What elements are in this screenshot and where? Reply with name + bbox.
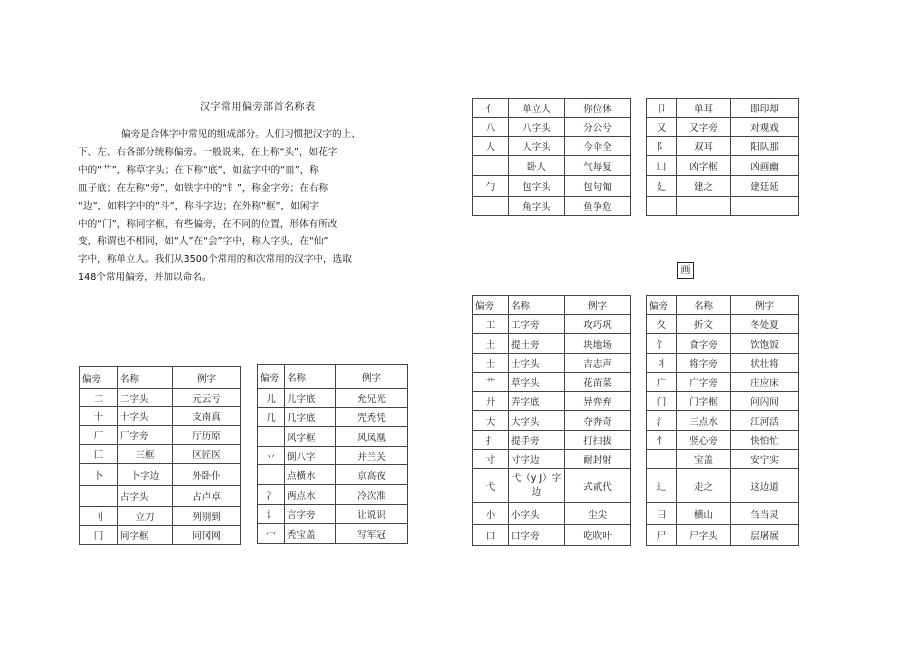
example-cell: 厅历原 (173, 426, 241, 445)
example-cell: 区匠医 (173, 445, 241, 464)
name-cell: 口字旁 (509, 525, 565, 546)
table-row (647, 315, 799, 334)
radical-table-5 (472, 295, 631, 546)
table-row (647, 99, 799, 118)
example-cell: 状壮将 (731, 354, 799, 373)
radical-cell: 阝 (647, 137, 677, 156)
name-cell: 同字框 (118, 526, 173, 545)
example-cell: 冷次准 (336, 485, 408, 505)
name-cell: 单耳 (677, 99, 731, 118)
example-cell: 阳队那 (731, 137, 799, 156)
radical-cell (473, 156, 509, 176)
table-header-row (258, 365, 408, 389)
table-row (647, 431, 799, 450)
example-cell: 安宁实 (731, 450, 799, 469)
table-row (473, 197, 631, 216)
radical-cell: 刂 (80, 507, 118, 526)
intro-line: 中的“艹”，称草字头；在下称“底”，如盆字中的“皿”，称 (78, 164, 319, 176)
example-cell: 风凤凰 (336, 427, 408, 447)
name-cell: 走之 (677, 469, 731, 503)
example-cell: 打扫拔 (565, 431, 631, 450)
header-cell: 例字 (336, 365, 408, 389)
radical-cell (647, 450, 677, 469)
radical-cell: 氵 (647, 411, 677, 431)
header-cell: 偏旁 (258, 365, 285, 389)
radical-cell (647, 197, 677, 216)
example-cell: 元云亏 (173, 389, 241, 407)
table-row (473, 334, 631, 354)
radical-cell: 辶 (647, 469, 677, 503)
radical-table-4 (646, 98, 799, 216)
name-cell: 点横水 (285, 465, 336, 485)
name-cell: 单立人 (509, 99, 565, 118)
radical-cell: 十 (80, 407, 118, 426)
radical-cell: 二 (80, 389, 118, 407)
name-cell: 卜字边 (118, 464, 173, 486)
radical-cell: 凵 (647, 156, 677, 176)
table-row (258, 408, 408, 427)
header-cell: 偏旁 (647, 296, 677, 315)
table-row (647, 197, 799, 216)
example-cell: 凶画幽 (731, 156, 799, 176)
name-cell: 角字头 (509, 197, 565, 216)
example-cell: 同冈网 (173, 526, 241, 545)
name-cell (677, 197, 731, 216)
example-cell: 花苗菜 (565, 373, 631, 392)
table-row (473, 137, 631, 156)
example-cell: 并兰关 (336, 447, 408, 465)
table-row (80, 464, 241, 486)
name-cell: 人字头 (509, 137, 565, 156)
name-cell: 弋（y J）字边 (509, 469, 565, 503)
example-cell: 式贰代 (565, 469, 631, 503)
table-row (80, 426, 241, 445)
name-cell: 二字头 (118, 389, 173, 407)
example-cell: 块地场 (565, 334, 631, 354)
radical-cell: 士 (473, 354, 509, 373)
example-cell: 对观戏 (731, 118, 799, 137)
name-cell: 提土旁 (509, 334, 565, 354)
radical-cell (258, 427, 285, 447)
radical-cell: 人 (473, 137, 509, 156)
example-cell (731, 197, 799, 216)
header-cell: 名称 (285, 365, 336, 389)
name-cell: 言字旁 (285, 505, 336, 524)
example-cell: 允兄光 (336, 389, 408, 408)
name-cell: 弄字底 (509, 392, 565, 411)
example-cell: 冬处夏 (731, 315, 799, 334)
table-row (647, 469, 799, 503)
table-row (647, 156, 799, 176)
radical-cell: 小 (473, 503, 509, 525)
name-cell: 竖心旁 (677, 431, 731, 450)
example-cell: 吃吹叶 (565, 525, 631, 546)
radical-cell: 门 (647, 392, 677, 411)
radical-cell: 丷 (258, 447, 285, 465)
radical-cell: 土 (473, 334, 509, 354)
intro-line: 变，称谓也不相同，如“人”在“会”字中，称人字头，在“仙” (78, 236, 329, 248)
intro-line: 偏旁是合体字中常见的组成部分。人们习惯把汉字的上、 (121, 129, 361, 140)
radical-table-6 (646, 295, 799, 546)
radical-cell: 匚 (80, 445, 118, 464)
table-row (258, 465, 408, 485)
table-row (647, 525, 799, 546)
radical-cell: 口 (473, 525, 509, 546)
table-row (473, 373, 631, 392)
table-header-row (647, 296, 799, 315)
table-row (473, 469, 631, 503)
name-cell: 小字头 (509, 503, 565, 525)
table-row (647, 334, 799, 354)
radical-cell: 忄 (647, 431, 677, 450)
header-cell: 例字 (565, 296, 631, 315)
table-row (473, 156, 631, 176)
radical-cell: 冖 (258, 524, 285, 544)
radical-cell: 厂 (80, 426, 118, 445)
radical-cell: 尸 (647, 525, 677, 546)
table-row (647, 137, 799, 156)
radical-cell: 廾 (473, 392, 509, 411)
example-cell: 气每复 (565, 156, 631, 176)
name-cell: 双耳 (677, 137, 731, 156)
example-cell: 列别到 (173, 507, 241, 526)
radical-cell: 几 (258, 408, 285, 427)
table-row (647, 392, 799, 411)
header-cell: 名称 (509, 296, 565, 315)
name-cell: 食字旁 (677, 334, 731, 354)
example-cell: 耐封射 (565, 450, 631, 469)
table-row (647, 373, 799, 392)
table-row (473, 354, 631, 373)
example-cell: 刍当灵 (731, 503, 799, 525)
radical-cell: 夂 (647, 315, 677, 334)
name-cell: 又字旁 (677, 118, 731, 137)
name-cell: 草字头 (509, 373, 565, 392)
example-cell: 鱼争危 (565, 197, 631, 216)
example-cell: 江河活 (731, 411, 799, 431)
radical-cell: 讠 (258, 505, 285, 524)
name-cell: 三点水 (677, 411, 731, 431)
header-cell: 名称 (118, 367, 173, 389)
table-row (258, 524, 408, 544)
radical-table-2 (257, 364, 408, 544)
table-row (473, 450, 631, 469)
example-cell: 饮饱饭 (731, 334, 799, 354)
example-cell: 即印却 (731, 99, 799, 118)
radical-cell: 冫 (258, 485, 285, 505)
radical-cell: 寸 (473, 450, 509, 469)
radical-cell: 卩 (647, 99, 677, 118)
radical-cell: 又 (647, 118, 677, 137)
name-cell: 士字头 (509, 354, 565, 373)
example-cell: 攻巧巩 (565, 315, 631, 334)
example-cell: 问闪间 (731, 392, 799, 411)
table-row (647, 354, 799, 373)
radical-cell: 工 (473, 315, 509, 334)
header-cell: 例字 (731, 296, 799, 315)
radical-cell: 冂 (80, 526, 118, 545)
name-cell: 厂字旁 (118, 426, 173, 445)
intro-line: 下、左、右各部分统称偏旁。一般说来，在上称“头”，如花字 (78, 146, 338, 158)
table-row (647, 503, 799, 525)
table-row (473, 315, 631, 334)
table-row (473, 176, 631, 197)
table-row (473, 525, 631, 546)
table-row (473, 99, 631, 118)
radical-cell: 扌 (473, 431, 509, 450)
radical-cell: 八 (473, 118, 509, 137)
name-cell: 两点水 (285, 485, 336, 505)
name-cell: 八字头 (509, 118, 565, 137)
radical-cell: 廴 (647, 176, 677, 197)
radical-cell: 广 (647, 373, 677, 392)
intro-line: “边”，如料字中的“斗”，称斗字边；在外称“框”，如闲字 (78, 200, 319, 212)
table-row (258, 447, 408, 465)
intro-paragraph (78, 126, 396, 287)
table-header-row (80, 367, 241, 389)
intro-line: 148个常用偏旁，并加以命名。 (78, 272, 212, 284)
name-cell: 十字头 (118, 407, 173, 426)
radical-cell (258, 465, 285, 485)
table-row (647, 118, 799, 137)
example-cell: 占卢卓 (173, 486, 241, 507)
example-cell: 夺奔奇 (565, 411, 631, 431)
name-cell: 将字旁 (677, 354, 731, 373)
example-cell: 你位休 (565, 99, 631, 118)
table-row (258, 505, 408, 524)
table-row (80, 445, 241, 464)
radical-cell: 艹 (473, 373, 509, 392)
table-row (80, 486, 241, 507)
name-cell: 建之 (677, 176, 731, 197)
example-cell: 快怕忙 (731, 431, 799, 450)
name-cell: 占字头 (118, 486, 173, 507)
example-cell: 京高夜 (336, 465, 408, 485)
table-row (473, 411, 631, 431)
table-row (258, 389, 408, 408)
table-row (473, 392, 631, 411)
example-cell: 咒秃凭 (336, 408, 408, 427)
header-cell: 偏旁 (473, 296, 509, 315)
intro-line: 字中，称单立人。我们从3500个常用的和次常用的汉字中，选取 (78, 254, 352, 266)
example-cell: 让说识 (336, 505, 408, 524)
example-cell: 尘尖 (565, 503, 631, 525)
header-cell: 名称 (677, 296, 731, 315)
radical-cell: 儿 (258, 389, 285, 408)
radical-cell: 大 (473, 411, 509, 431)
name-cell: 儿字底 (285, 389, 336, 408)
name-cell: 门字框 (677, 392, 731, 411)
table-row (473, 431, 631, 450)
radical-cell: 亻 (473, 99, 509, 118)
radical-cell (80, 486, 118, 507)
radical-table-1 (79, 366, 241, 545)
header-cell: 例字 (173, 367, 241, 389)
name-cell: 提手旁 (509, 431, 565, 450)
radical-cell: 勹 (473, 176, 509, 197)
table-row (80, 407, 241, 426)
table-row (647, 411, 799, 431)
example-cell: 分公兮 (565, 118, 631, 137)
example-cell: 异弈弃 (565, 392, 631, 411)
table-row (473, 503, 631, 525)
name-cell: 几字底 (285, 408, 336, 427)
name-cell: 卧人 (509, 156, 565, 176)
name-cell: 风字框 (285, 427, 336, 447)
table-row (80, 526, 241, 545)
table-row (647, 176, 799, 197)
name-cell: 三框 (118, 445, 173, 464)
name-cell: 广字旁 (677, 373, 731, 392)
name-cell: 倒八字 (285, 447, 336, 465)
name-cell: 寸字边 (509, 450, 565, 469)
intro-line: 中的“门”，称同字框，有些偏旁，在不同的位置，形体有所改 (78, 218, 338, 230)
name-cell: 宝盖 (677, 450, 731, 469)
table-row (647, 450, 799, 469)
example-cell: 包句匍 (565, 176, 631, 197)
header-cell: 偏旁 (80, 367, 118, 389)
table-row (80, 507, 241, 526)
name-cell: 秃宝盖 (285, 524, 336, 544)
radical-cell: 卜 (80, 464, 118, 486)
example-cell: 庄应床 (731, 373, 799, 392)
radical-table-3 (472, 98, 631, 216)
table-header-row (473, 296, 631, 315)
name-cell: 工字旁 (509, 315, 565, 334)
stamp-mark: 画 (677, 262, 694, 279)
example-cell: 外卧仆 (173, 464, 241, 486)
table-row (473, 118, 631, 137)
radical-cell: 丬 (647, 354, 677, 373)
name-cell: 折文 (677, 315, 731, 334)
example-cell: 层屠展 (731, 525, 799, 546)
radical-cell: 饣 (647, 334, 677, 354)
example-cell: 这边道 (731, 469, 799, 503)
name-cell: 立刀 (118, 507, 173, 526)
radical-cell: 彐 (647, 503, 677, 525)
example-cell: 吉志声 (565, 354, 631, 373)
name-cell: 包字头 (509, 176, 565, 197)
example-cell: 建廷延 (731, 176, 799, 197)
example-cell: 写军冠 (336, 524, 408, 544)
example-cell: 今伞全 (565, 137, 631, 156)
radical-cell (473, 197, 509, 216)
radical-cell: 弋 (473, 469, 509, 503)
page-title: 汉字常用偏旁部首名称表 (200, 102, 316, 113)
name-cell: 凶字框 (677, 156, 731, 176)
table-row (258, 427, 408, 447)
table-row (80, 389, 241, 407)
intro-line: 皿子底；在左称“旁”，如铁字中的“钅”，称金字旁；在右称 (78, 182, 329, 194)
name-cell: 尸字头 (677, 525, 731, 546)
name-cell: 横山 (677, 503, 731, 525)
example-cell: 支南真 (173, 407, 241, 426)
name-cell: 大字头 (509, 411, 565, 431)
table-row (258, 485, 408, 505)
